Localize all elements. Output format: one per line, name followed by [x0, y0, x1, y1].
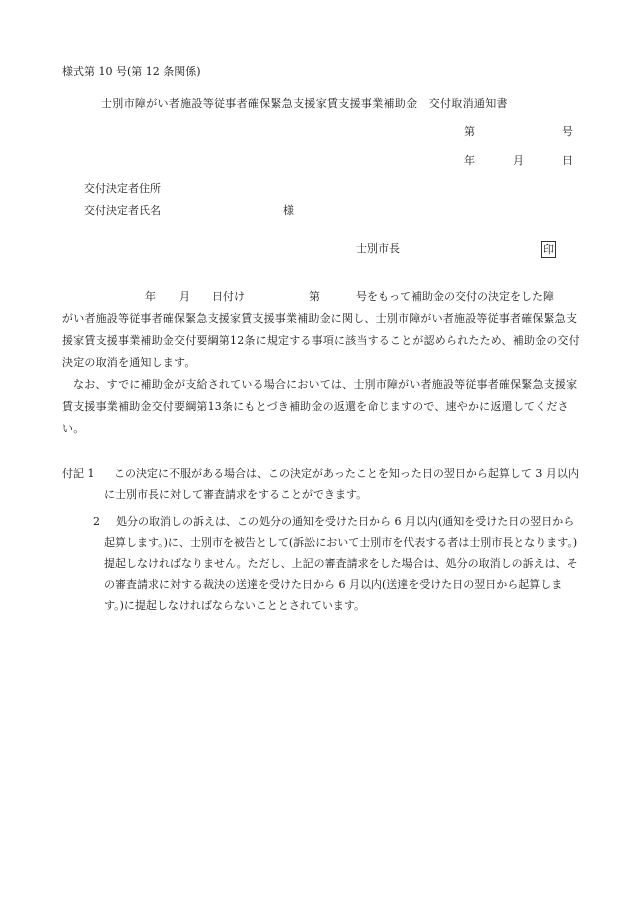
issuer-title: 士別市長	[356, 242, 400, 255]
issuer-seal	[541, 241, 556, 258]
body-no: 第	[309, 290, 320, 303]
note-1-text: この決定に不服がある場合は、この決定があったことを知った日の翌日から起算して 3 月以内に士別市長に対して審査請求をすることができます。	[104, 467, 579, 501]
doc-no-prefix: 第	[464, 125, 475, 138]
body-paragraph-2: なお、すでに補助金が支給されている場合においては、士別市障がい者施設等従事者確保緊急支援家賃支援事業補助金交付要綱第13条にもとづき補助金の返還を命じますので、速やかに返還してください。	[62, 378, 578, 435]
body-year: 年	[145, 290, 156, 303]
body-month: 月	[179, 290, 190, 303]
recipient-honorific: 様	[283, 204, 294, 217]
body-paragraph-1: がい者施設等従事者確保緊急支援家賃支援事業補助金に関し、士別市障がい者施設等従事者確保緊急支援家賃支援事業補助金交付要綱第12条に規定する事項に該当することが認められたため、補助金の交付決定の取消を通知します。	[62, 312, 580, 369]
date-month: 月	[513, 154, 524, 167]
recipient-address-label: 交付決定者住所	[84, 182, 161, 195]
doc-no-suffix: 号	[562, 125, 573, 138]
note-2-text: 処分の取消しの訴えは、この処分の通知を受けた日から 6 月以内(通知を受けた日の翌日から起算します。)に、士別市を被告として(訴訟において士別市を代表する者は士別市長となります。)提起しなければなりません。ただし、上記の審査請求をした場合は、処分の取消しの訴えは、その審査請求に対する裁決の送達を受けた日から 6 月以内(送達を受けた日の翌日から起算します。)に提起しなければならないこととされています。	[104, 515, 578, 612]
form-number: 様式第 10 号(第 12 条関係)	[62, 65, 201, 78]
body-line1-rest: 号をもって補助金の交付の決定をした障	[356, 290, 554, 303]
recipient-name-label: 交付決定者氏名	[84, 204, 161, 217]
seal-mark: 印	[543, 243, 554, 256]
body-day: 日付け	[212, 290, 245, 303]
date-day: 日	[562, 154, 573, 167]
note-1-label: 付記 1	[62, 467, 95, 480]
date-year: 年	[464, 154, 475, 167]
note-2-label: 2	[93, 515, 100, 528]
document-title: 士別市障がい者施設等従事者確保緊急支援家賃支援事業補助金 交付取消通知書	[101, 97, 508, 110]
